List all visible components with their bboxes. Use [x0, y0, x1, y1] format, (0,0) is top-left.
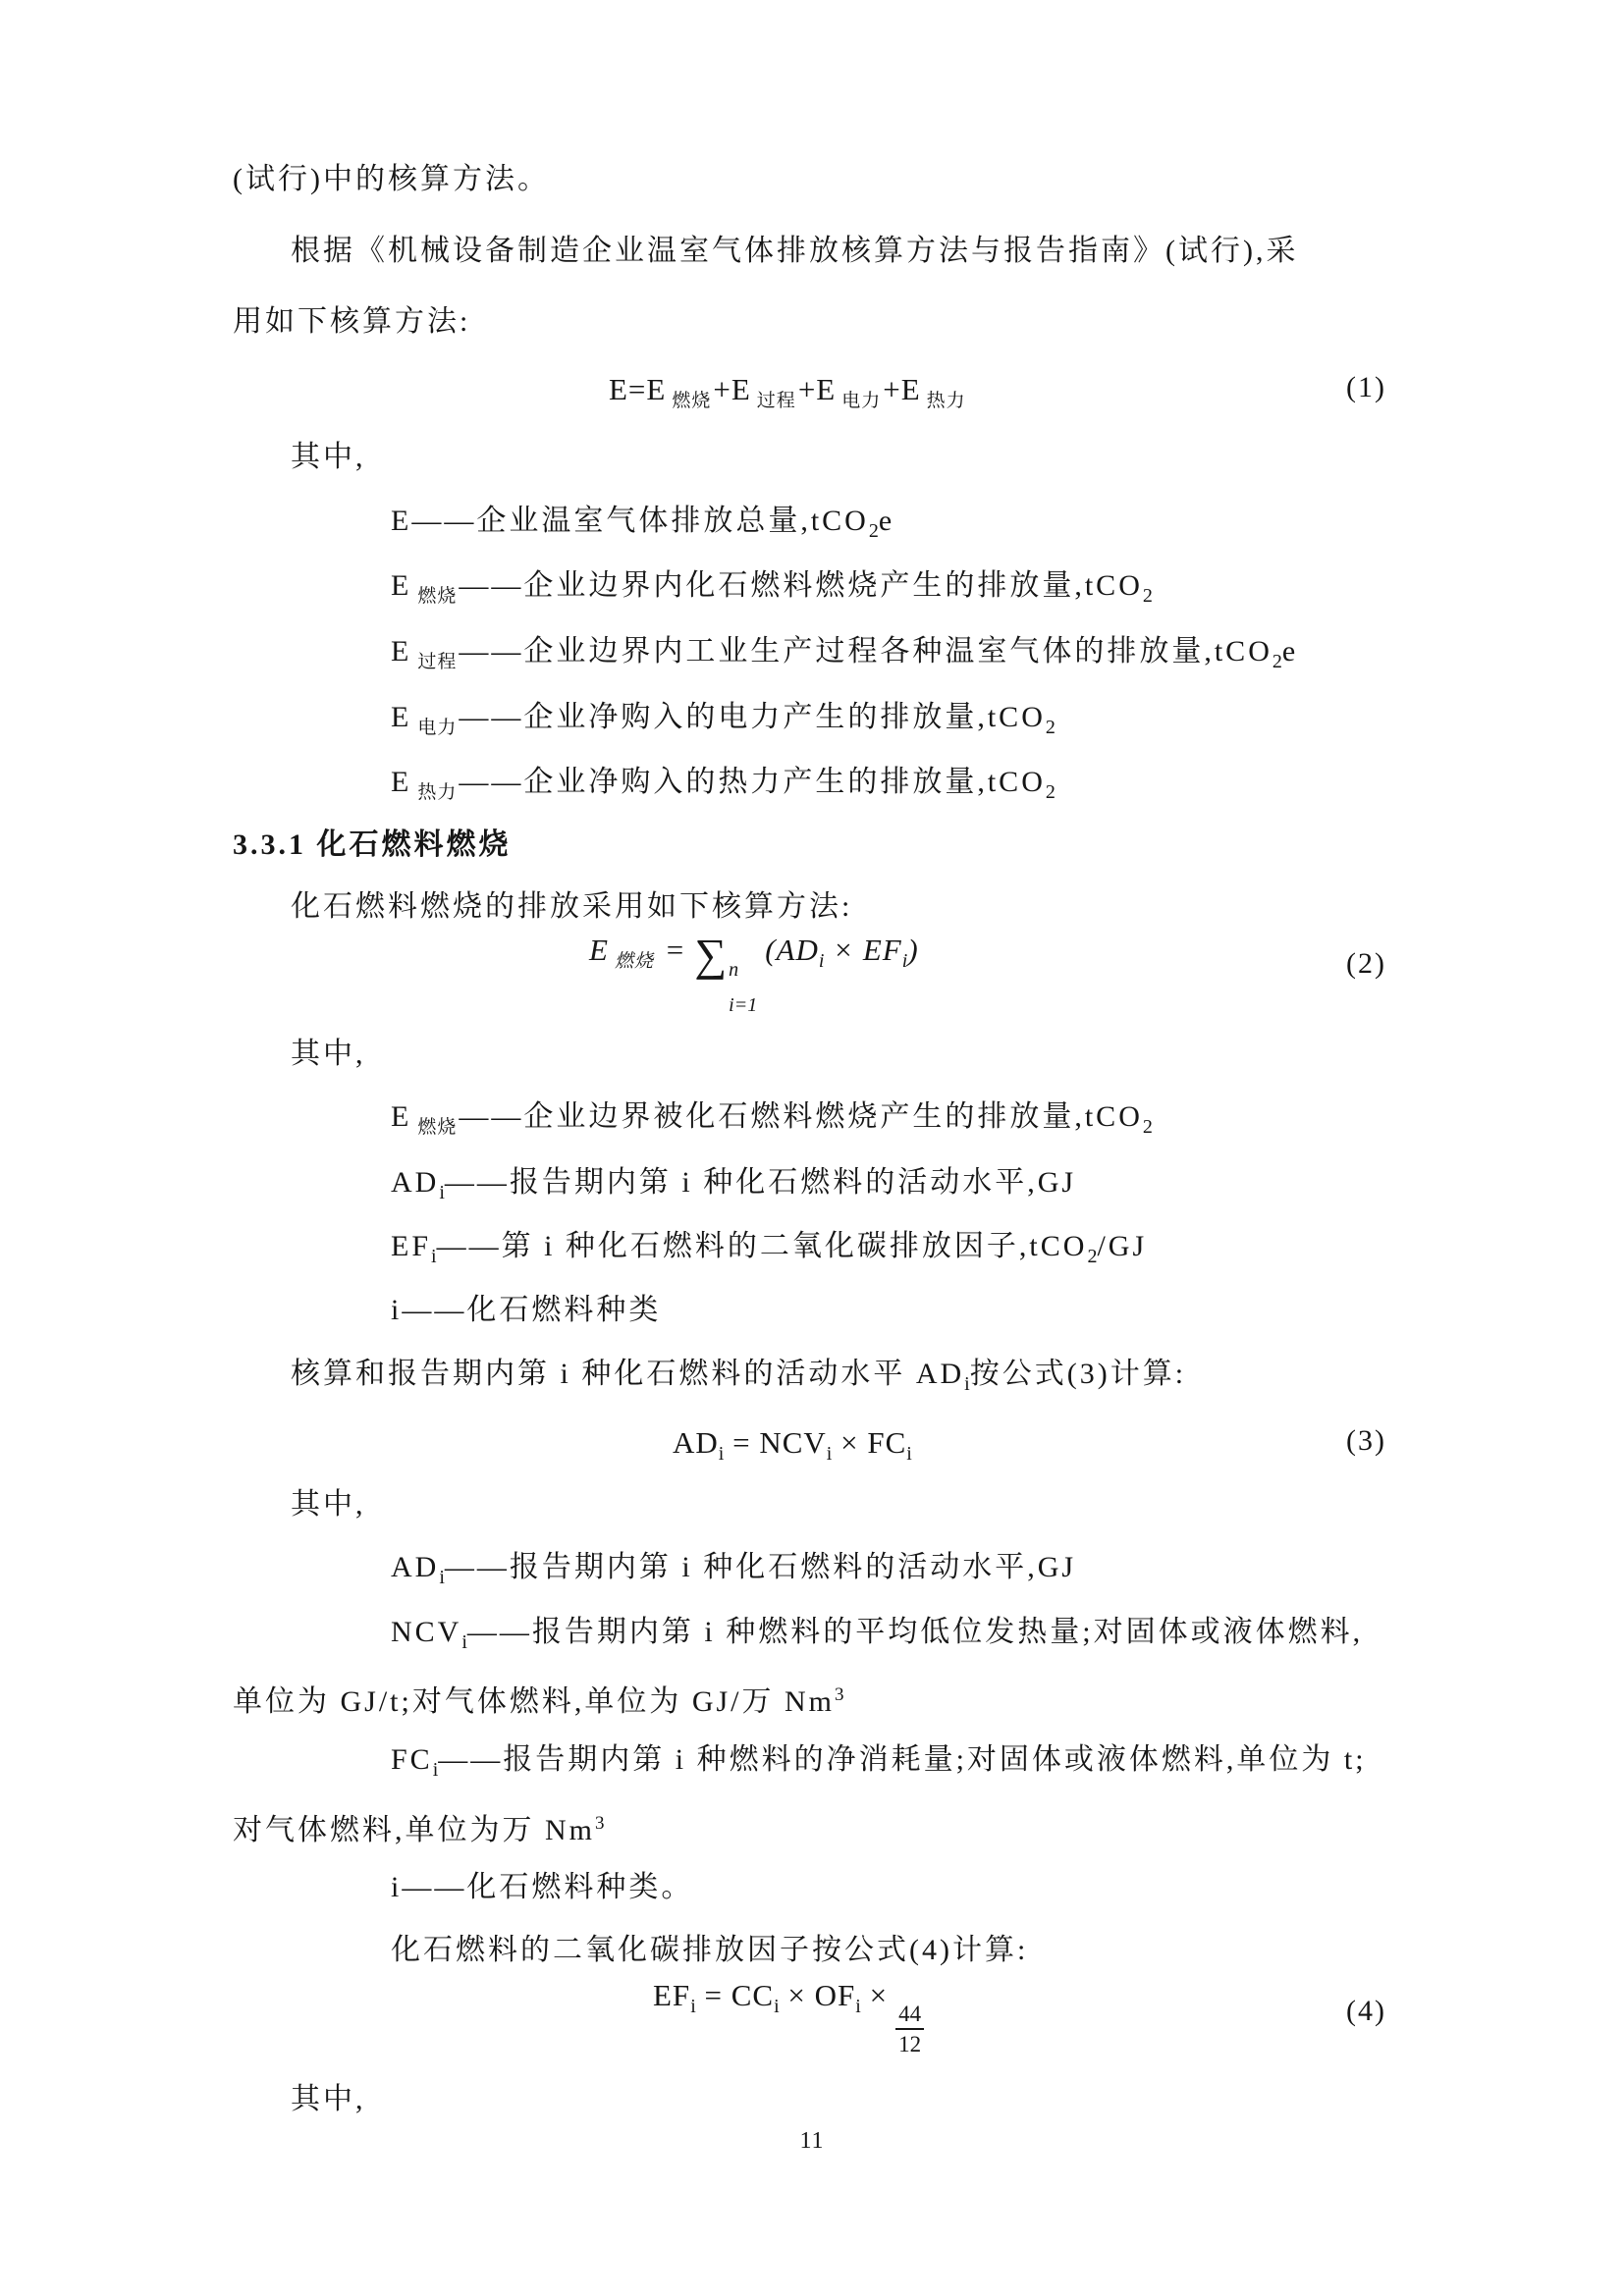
- formula-term: EF: [653, 1978, 691, 2012]
- subscript: i: [718, 1443, 725, 1465]
- term: E: [391, 569, 412, 602]
- definition-text: 对气体燃料,单位为万 Nm: [233, 1814, 595, 1846]
- paragraph-line: 根据《机械设备制造企业温室气体排放核算方法与报告指南》(试行),采: [291, 235, 1299, 267]
- term-subscript: 燃烧: [417, 586, 458, 607]
- term: AD: [391, 1551, 440, 1583]
- term-subscript: i: [461, 1631, 467, 1653]
- times-sign: ×: [833, 933, 855, 967]
- formula-number: (3): [1346, 1424, 1386, 1457]
- definition-continuation-line: [233, 1803, 605, 1851]
- subscript: 热力: [926, 391, 966, 411]
- term-subscript: 热力: [417, 782, 458, 803]
- subscript: i: [906, 1443, 912, 1465]
- definition-text: ——报告期内第 i 种燃料的平均低位发热量;对固体或液体燃料,: [466, 1616, 1364, 1648]
- definition-text: ——企业边界内工业生产过程各种温室气体的排放量,tCO: [459, 635, 1272, 667]
- definition-line: [391, 1739, 1367, 1790]
- definition-text: 单位为 GJ/t;对气体燃料,单位为 GJ/万 Nm: [233, 1685, 836, 1718]
- section-heading: 3.3.1 化石燃料燃烧: [233, 828, 512, 861]
- summation-lower-limit: i=1: [729, 994, 758, 1016]
- paragraph-line: (试行)中的核算方法。: [233, 163, 550, 195]
- formula-3-expression: [673, 1420, 912, 1476]
- paragraph-text: 核算和报告期内第 i 种化石燃料的活动水平 AD: [291, 1358, 965, 1390]
- formula-term: NCV: [759, 1425, 827, 1460]
- definition-line: [391, 565, 1153, 617]
- definition-line: i——化石燃料种类。: [391, 1871, 694, 1903]
- formula-term: EF: [862, 933, 902, 967]
- subscript: i: [690, 1996, 696, 2017]
- definition-line: [391, 631, 1298, 683]
- formula-term: E: [589, 933, 609, 967]
- definition-line: [391, 697, 1056, 749]
- term: E: [391, 701, 412, 733]
- formula-term: E=E: [609, 372, 667, 406]
- term-subscript: i: [432, 1759, 439, 1781]
- fraction: [895, 2002, 924, 2057]
- unit-subscript: 2: [1142, 585, 1153, 607]
- definition-text: E——企业温室气体排放总量,tCO: [391, 505, 869, 537]
- formula-term: +E: [713, 372, 751, 406]
- unit-superscript: 3: [835, 1684, 844, 1705]
- formula-number: (1): [1346, 371, 1386, 403]
- term-subscript: 过程: [417, 652, 458, 672]
- times-sign: ×: [840, 1425, 859, 1460]
- times-sign: ×: [787, 1978, 806, 2012]
- term-subscript: 燃烧: [417, 1117, 458, 1138]
- subscript: i: [774, 1996, 780, 2017]
- term-subscript: i: [439, 1182, 445, 1203]
- term: AD: [391, 1166, 440, 1199]
- definition-text: ——报告期内第 i 种燃料的净消耗量;对固体或液体燃料,单位为 t;: [438, 1743, 1367, 1776]
- formula-term: FC: [867, 1425, 907, 1460]
- subscript: 燃烧: [672, 391, 712, 411]
- paragraph-text: 按公式(3)计算:: [969, 1358, 1187, 1390]
- formula-term: AD: [673, 1425, 719, 1460]
- term: NCV: [391, 1616, 462, 1648]
- definition-text: e: [1281, 635, 1299, 667]
- unit-subscript: 2: [1087, 1246, 1098, 1267]
- paragraph-line: 化石燃料的二氧化碳排放因子按公式(4)计算:: [391, 1934, 1029, 1966]
- times-sign: ×: [869, 1978, 889, 2012]
- definition-text: /GJ: [1097, 1230, 1148, 1262]
- formula-4-expression: [653, 1973, 924, 2057]
- formula-term: OF: [814, 1978, 856, 2012]
- subscript: i: [826, 1443, 833, 1465]
- formula-term: +E: [797, 372, 837, 406]
- definition-text: ——企业净购入的热力产生的排放量,tCO: [459, 766, 1046, 798]
- paragraph-line: 其中,: [291, 441, 366, 473]
- fraction-numerator: 44: [895, 2002, 924, 2030]
- subscript: i: [818, 950, 825, 972]
- subscript: i: [901, 950, 908, 972]
- summation-upper-limit: n: [729, 959, 739, 981]
- definition-continuation-line: [233, 1675, 844, 1723]
- paragraph-line: 用如下核算方法:: [233, 305, 471, 338]
- unit-subscript: 2: [1045, 717, 1056, 738]
- equals-sign: =: [664, 933, 686, 967]
- definition-line: [391, 1547, 1076, 1598]
- subscript: 过程: [756, 391, 796, 411]
- unit-superscript: 3: [595, 1813, 605, 1834]
- formula-term: ): [907, 933, 919, 967]
- definition-line: [391, 762, 1056, 814]
- definition-text: ——报告期内第 i 种化石燃料的活动水平,GJ: [444, 1166, 1077, 1199]
- unit-subscript: 2: [1142, 1116, 1153, 1138]
- formula-1-expression: [609, 367, 968, 424]
- term: E: [391, 1100, 412, 1133]
- fraction-denominator: 12: [898, 2032, 922, 2057]
- formula-term: +E: [883, 372, 921, 406]
- definition-text: e: [878, 505, 895, 537]
- definition-line: [391, 1162, 1076, 1213]
- subscript: 燃烧: [614, 951, 654, 972]
- formula-term: CC: [731, 1978, 775, 2012]
- equals-sign: =: [732, 1425, 751, 1460]
- term-subscript: i: [439, 1567, 445, 1588]
- unit-subscript: 2: [1272, 651, 1282, 672]
- definition-line: i——化石燃料种类: [391, 1294, 662, 1326]
- definition-text: ——企业边界内化石燃料燃烧产生的排放量,tCO: [459, 569, 1143, 602]
- subscript: i: [855, 1996, 861, 2017]
- formula-2-expression: [589, 928, 919, 1015]
- definition-line: [391, 1096, 1153, 1148]
- definition-text: ——报告期内第 i 种化石燃料的活动水平,GJ: [444, 1551, 1077, 1583]
- equals-sign: =: [704, 1978, 723, 2012]
- paragraph-line: 化石燃料燃烧的排放采用如下核算方法:: [291, 890, 853, 923]
- definition-line: [391, 1226, 1147, 1277]
- formula-number: (2): [1346, 947, 1386, 980]
- formula-term: (AD: [765, 933, 819, 967]
- unit-subscript: 2: [1045, 781, 1056, 803]
- term-subscript: i: [964, 1373, 970, 1395]
- paragraph-line: 其中,: [291, 1038, 366, 1070]
- term-subscript: i: [431, 1246, 437, 1267]
- formula-number: (4): [1346, 1995, 1386, 2027]
- summation-limits: [729, 960, 757, 1015]
- summation-symbol: ∑: [694, 930, 728, 980]
- definition-text: ——第 i 种化石燃料的二氧化碳排放因子,tCO: [436, 1230, 1088, 1262]
- unit-subscript: 2: [868, 520, 879, 542]
- definition-text: ——企业净购入的电力产生的排放量,tCO: [459, 701, 1046, 733]
- definition-line: [391, 1612, 1363, 1663]
- term: E: [391, 635, 412, 667]
- paragraph-line: 其中,: [291, 2083, 366, 2115]
- term: FC: [391, 1743, 433, 1776]
- definition-line: [391, 501, 894, 552]
- term-subscript: 电力: [417, 718, 458, 738]
- subscript: 电力: [841, 391, 882, 411]
- page-number: 11: [799, 2128, 825, 2154]
- paragraph-line: [291, 1354, 1186, 1405]
- term: EF: [391, 1230, 432, 1262]
- term: E: [391, 766, 412, 798]
- definition-text: ——企业边界被化石燃料燃烧产生的排放量,tCO: [459, 1100, 1143, 1133]
- paragraph-line: 其中,: [291, 1488, 366, 1521]
